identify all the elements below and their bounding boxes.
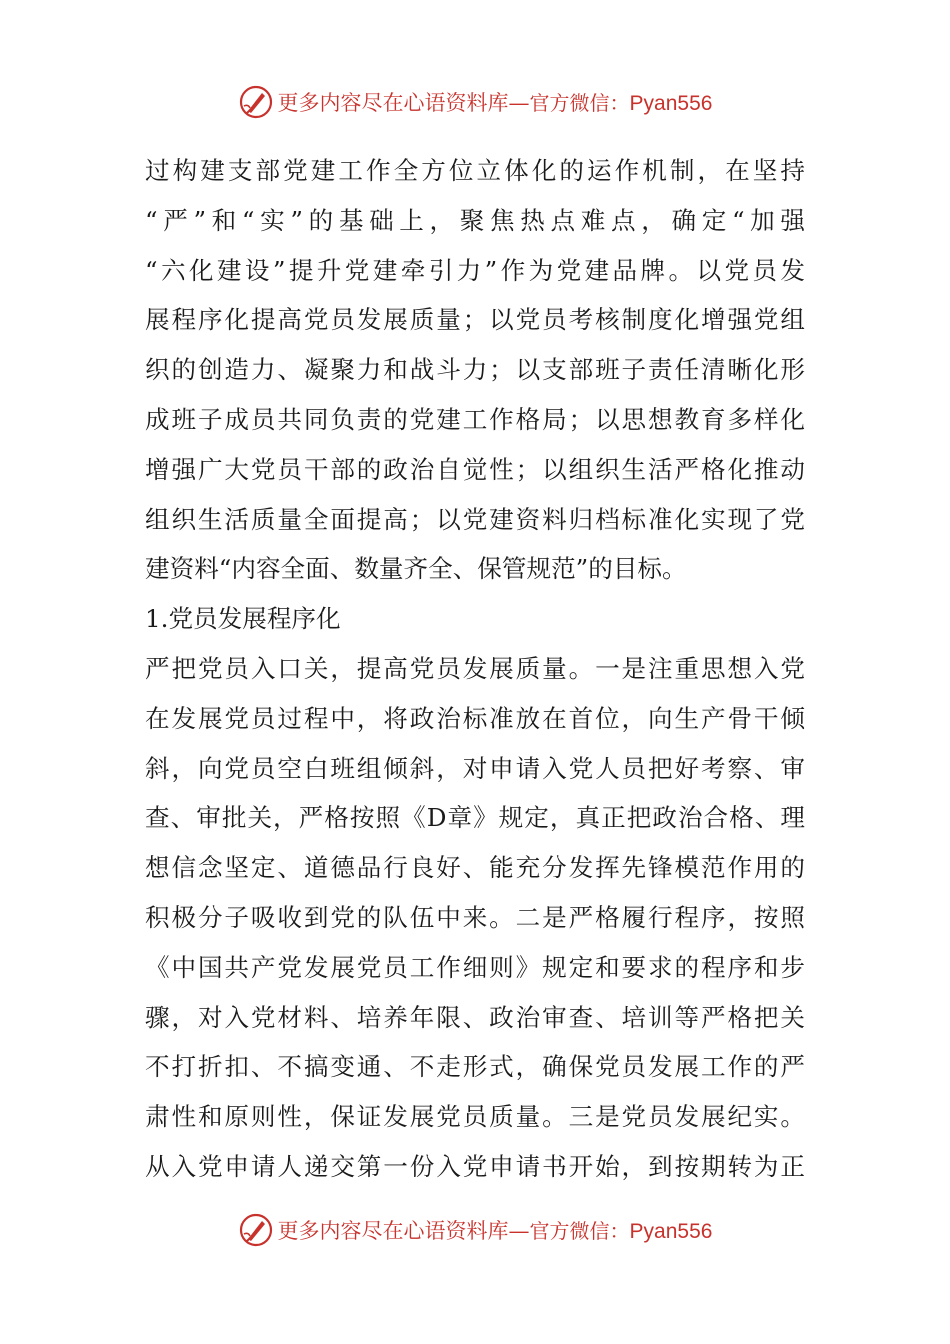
paragraph-line: 成班子成员共同负责的党建工作格局；以思想教育多样化 [145, 404, 805, 434]
body-text [145, 146, 805, 1192]
paragraph-line: 在发展党员过程中，将政治标准放在首位，向生产骨干倾 [145, 703, 805, 733]
header-banner-text: 更多内容尽在心语资料库—官方微信：Pyan556 [277, 91, 713, 115]
paragraph-line: 严把党员入口关，提高党员发展质量。一是注重思想入党 [145, 653, 805, 683]
footer-banner-text: 更多内容尽在心语资料库—官方微信：Pyan556 [277, 1219, 713, 1243]
paragraph-line: 《中国共产党发展党员工作细则》规定和要求的程序和步 [145, 952, 805, 982]
paragraph-line: 肃性和原则性，保证发展党员质量。三是党员发展纪实。 [145, 1102, 805, 1132]
paragraph-line: 查、审批关，严格按照《D章》规定，真正把政治合格、理 [145, 803, 805, 833]
footer-banner [0, 1210, 950, 1250]
wechat-id: Pyan556 [629, 92, 713, 115]
paragraph-line: 组织生活质量全面提高；以党建资料归档标准化实现了党 [145, 504, 805, 534]
header-banner [0, 82, 950, 122]
pen-logo-icon [238, 1212, 274, 1248]
paragraph-line: 想信念坚定、道德品行良好、能充分发挥先锋模范作用的 [145, 853, 805, 883]
paragraph-line: 织的创造力、凝聚力和战斗力；以支部班子责任清晰化形 [145, 355, 805, 385]
paragraph-line: 建资料“内容全面、数量齐全、保管规范”的目标。 [145, 554, 687, 584]
paragraph-line: 骤，对入党材料、培养年限、政治审查、培训等严格把关 [145, 1002, 805, 1032]
paragraph-line: 积极分子吸收到党的队伍中来。二是严格履行程序，按照 [145, 902, 805, 932]
section-heading: 1.党员发展程序化 [145, 604, 341, 634]
paragraph-line: 过构建支部党建工作全方位立体化的运作机制，在坚持 [145, 156, 805, 185]
paragraph-line: 不打折扣、不搞变通、不走形式，确保党员发展工作的严 [145, 1052, 805, 1082]
paragraph-line: 斜，向党员空白班组倾斜，对申请入党人员把好考察、审 [145, 753, 805, 783]
pen-logo-icon [238, 84, 274, 120]
paragraph-line: 增强广大党员干部的政治自觉性；以组织生活严格化推动 [145, 454, 805, 484]
paragraph-line: “六化建设”提升党建牵引力”作为党建品牌。以党员发 [145, 255, 805, 285]
wechat-id: Pyan556 [629, 1220, 713, 1243]
paragraph-line: 从入党申请人递交第一份入党申请书开始，到按期转为正 [145, 1151, 805, 1181]
paragraph-line: “严”和“实”的基础上，聚焦热点难点，确定“加强 [145, 205, 805, 235]
paragraph-line: 展程序化提高党员发展质量；以党员考核制度化增强党组 [145, 305, 805, 335]
